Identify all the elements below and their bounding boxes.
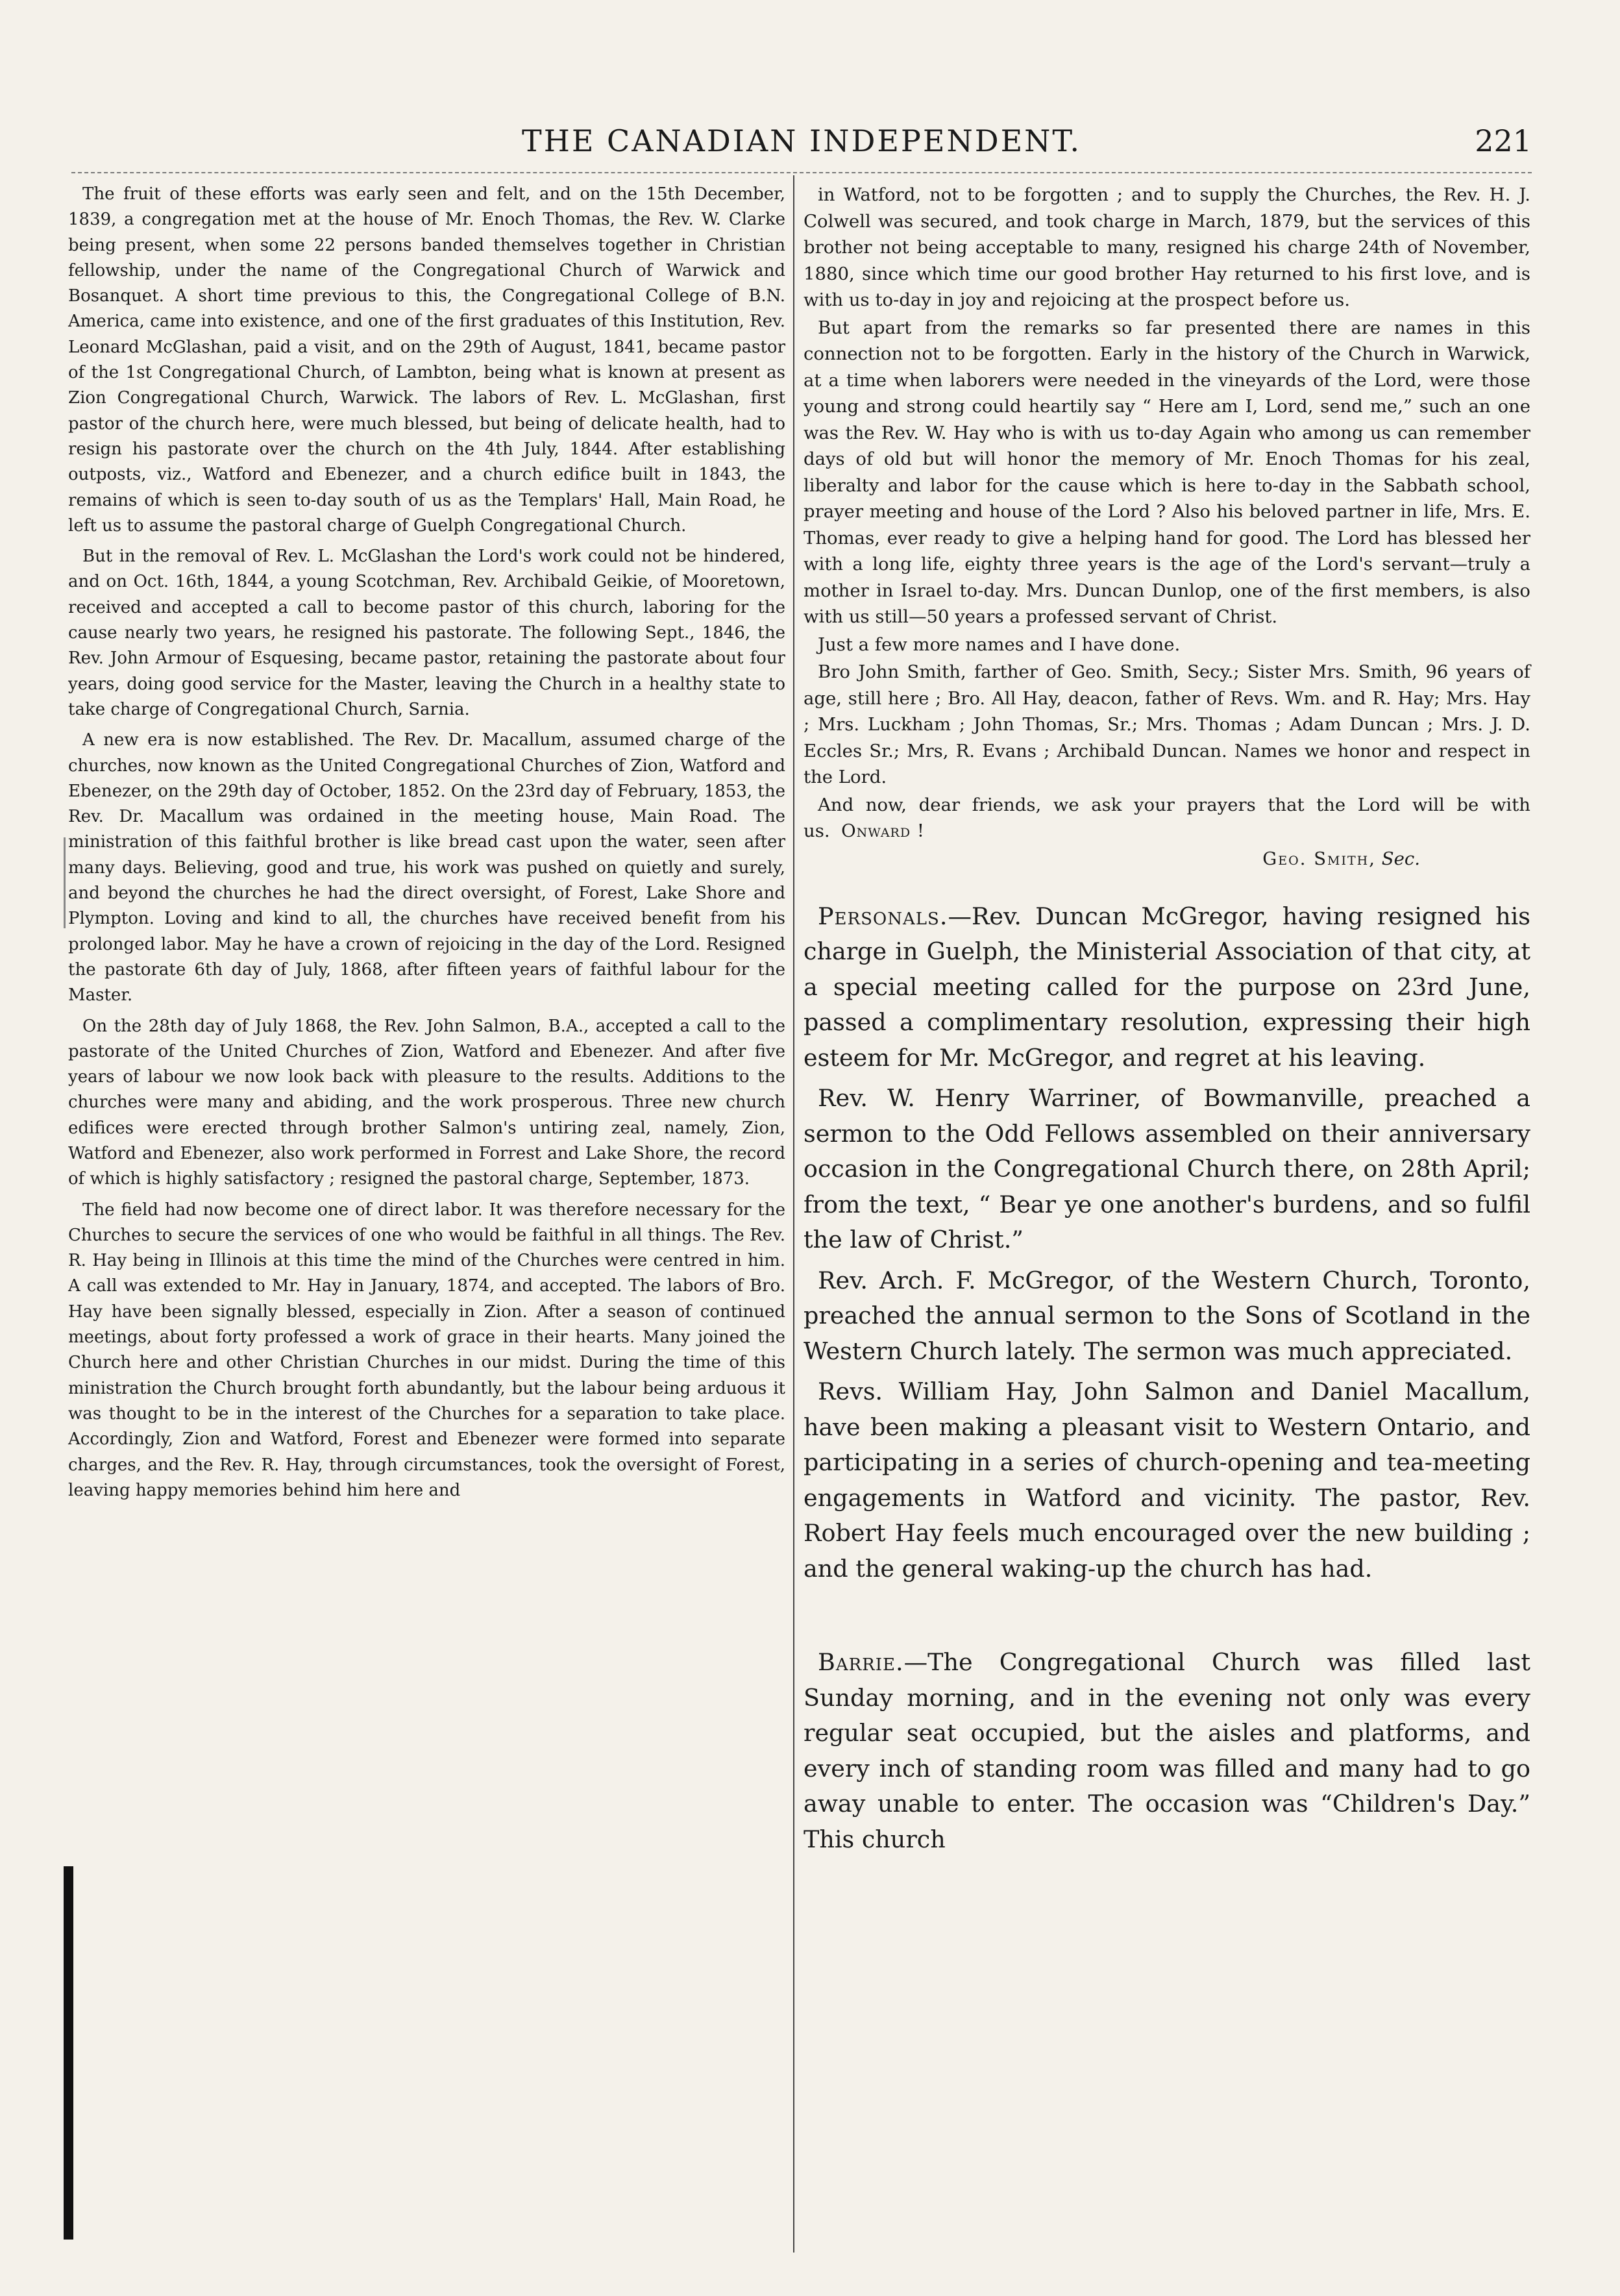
personals-arch-mcgregor: Rev. Arch. F. McGregor, of the Western Church, Toronto, preached the annual sermon to the Sons of Scotland in the Western Church lately. The sermon was much appreciated.	[804, 1266, 1530, 1365]
personals-warriner: Rev. W. Henry Warriner, of Bowmanville, preached a sermon to the Odd Fellows assembled on their anniversary occasion in the Congregational Church there, on 28th April; from the text, “ Bear ye one another's burdens, and so fulfil the law of Christ.”	[804, 1084, 1530, 1253]
paragraph-colwell: in Watford, not to be forgotten ; and to supply the Churches, the Rev. H. J. Colwell was secured, and took charge in March, 1879, but the services of this brother not being acceptable to many, resigned his charge 24th of November, 1880, since which time our good brother Hay returned to his first love, and is with us to-day in joy and rejoicing at the prospect before us.	[804, 184, 1530, 310]
paragraph-mcglashan-removal: But in the removal of Rev. L. McGlashan the Lord's work could not be hindered, and on Oct. 16th, 1844, a young Scotchman, Rev. Archibald Geikie, of Mooretown, received and accepted a call to become pastor of this church, laboring for the cause nearly two years, he resigned his pastorate. The following Sept., 1846, the Rev. John Armour of Esquesing, became pastor, retaining the pastorate about four years, doing good service for the Master, leaving the Church in a healthy state to take charge of Congregational Church, Sarnia.	[68, 547, 785, 719]
personals-hay-salmon-macallum: Revs. William Hay, John Salmon and Daniel Macallum, have been making a pleasant visit to Western Ontario, and participating in a series of church-opening and tea-meeting engagements in Watford and vicinity. The pastor, Rev. Robert Hay feels much encouraged over the new building ; and the general waking-up the church has had.	[804, 1377, 1530, 1583]
paragraph-hay-pastorate: The field had now become one of direct labor. It was therefore necessary for the Churches to secure the services of one who would be faithful in all things. The Rev. R. Hay being in Illinois at this time the mind of the Churches were centred in him. A call was extended to Mr. Hay in January, 1874, and accepted. The labors of Bro. Hay have been signally blessed, especially in Zion. After a season of continued meetings, about forty professed a work of grace in their hearts. Many joined the Church here and other Christian Churches in our midst. During the time of this ministration the Church brought forth abundantly, but the labour being arduous it was thought to be in the interest of the Churches for a separation to take place. Accordingly, Zion and Watford, Forest and Ebenezer were formed into separate charges, and the Rev. R. Hay, through circumstances, took the oversight of Forest, leaving happy memories behind him here and	[68, 1200, 785, 1500]
paragraph-congregation-origin: The fruit of these efforts was early seen and felt, and on the 15th December, 1839, a congregation met at the house of Mr. Enoch Thomas, the Rev. W. Clarke being present, when some 22 persons banded themselves together in Christian fellowship, under the name of the Congregational Church of Warwick and Bosanquet. A short time previous to this, the Congregational College of B.N. America, came into existence, and one of the first graduates of this Institution, Rev. Leonard McGlashan, paid a visit, and on the 29th of August, 1841, became pastor of the 1st Congregational Church, of Lambton, being what is known at present as Zion Congregational Church, Warwick. The labors of Rev. L. McGlashan, first pastor of the church here, were much blessed, but being of delicate health, had to resign his pastorate over the church on the 4th July, 1844. After establishing outposts, viz., Watford and Ebenezer, and a church edifice built in 1843, the remains of which is seen to-day south of us as the Templars' Hall, Main Road, he left us to assume the pastoral charge of Guelph Congregational Church.	[68, 184, 785, 536]
closing-onward: Onward !	[841, 821, 925, 841]
signature-name: Geo. Smith,	[1262, 848, 1376, 869]
barrie-note	[804, 1645, 1530, 1857]
barrie-heading: Barrie.	[818, 1648, 904, 1676]
closing-prayer-text: And now, dear friends, we ask your prayers that the Lord will be with us.	[804, 794, 1530, 841]
journal-title: THE CANADIAN INDEPENDENT.	[522, 123, 1081, 158]
personals-heading: Personals.	[818, 902, 948, 930]
paragraph-member-names: Bro John Smith, farther of Geo. Smith, Secy.; Sister Mrs. Smith, 96 years of age, still here ; Bro. All Hay, deacon, father of Revs. Wm. and R. Hay; Mrs. Hay ; Mrs. Luckham ; John Thomas, Sr.; Mrs. Thomas ; Adam Duncan ; Mrs. J. D. Eccles Sr.; Mrs, R. Evans ; Archibald Duncan. Names we honor and respect in the Lord.	[804, 661, 1530, 787]
header-rule	[71, 172, 1532, 173]
left-column	[68, 182, 785, 1503]
signature	[804, 846, 1530, 872]
personals-mcgregor-text: —Rev. Duncan McGregor, having resigned his charge in Guelph, the Ministerial Association of that city, at a special meeting called for the purpose on 23rd June, passed a complimentary resolution, expressing their high esteem for Mr. McGregor, and regret at his leaving.	[804, 902, 1530, 1072]
paragraph-names-remembered: But apart from the remarks so far presented there are names in this connection not to be forgotten. Early in the history of the Church in Warwick, at a time when laborers were needed in the vineyards of the Lord, were those young and strong could heartily say “ Here am I, Lord, send me,” such an one was the Rev. W. Hay who is with us to-day Again who among us can remember days of old but will honor the memory of Mr. Enoch Thomas for his zeal, liberalty and labor for the cause which is here to-day in the Sabbath school, prayer meeting and house of the Lord ? Also his beloved partner in life, Mrs. E. Thomas, ever ready to give a helping hand for good. The Lord has blessed her with a long life, eighty three years is the age of the Lord's servant—truly a mother in Israel to-day. Mrs. Duncan Dunlop, one of the first members, is also with us still—50 years a professed servant of Christ.	[804, 317, 1530, 627]
column-divider	[793, 175, 794, 2253]
paragraph-closing-prayer	[804, 792, 1530, 845]
barrie-text: —The Congregational Church was filled last Sunday morning, and in the evening not only was every regular seat occupied, but the aisles and platforms, and every inch of standing room was filled and many had to go away unable to enter. The occasion was “Children's Day.” This church	[804, 1648, 1530, 1853]
signature-title: Sec.	[1381, 848, 1420, 869]
margin-mark	[64, 1866, 73, 2240]
right-column	[804, 182, 1530, 1857]
running-header	[71, 123, 1532, 169]
paragraph-macallum-era: A new era is now established. The Rev. Dr. Macallum, assumed charge of the churches, now known as the United Congregational Churches of Zion, Watford and Ebenezer, on the 29th day of October, 1852. On the 23rd day of February, 1853, the Rev. Dr. Macallum was ordained in the meeting house, Main Road. The ministration of this faithful brother is like bread cast upon the water, seen after many days. Believing, good and true, his work was pushed on quietly and surely, and beyond the churches he had the direct oversight, of Forest, Lake Shore and Plympton. Loving and kind to all, the churches have received benefit from his prolonged labor. May he have a crown of rejoicing in the day of the Lord. Resigned the pastorate 6th day of July, 1868, after fifteen years of faithful labour for the Master.	[68, 730, 785, 1006]
page-number: 221	[1475, 123, 1532, 158]
margin-mark-thin	[64, 837, 66, 928]
paragraph-salmon-pastorate: On the 28th day of July 1868, the Rev. John Salmon, B.A., accepted a call to the pastorate of the United Churches of Zion, Watford and Ebenezer. And after five years of labour we now look back with pleasure to the results. Additions to the churches were many and abiding, and the work prosperous. Three new church edifices were erected through brother Salmon's untiring zeal, namely, Zion, Watford and Ebenezer, also work performed in Forrest and Lake Shore, the record of which is highly satisfactory ; resigned the pastoral charge, September, 1873.	[68, 1016, 785, 1189]
personals-mcgregor	[804, 899, 1530, 1076]
paragraph-few-more-names: Just a few more names and I have done.	[818, 634, 1181, 655]
